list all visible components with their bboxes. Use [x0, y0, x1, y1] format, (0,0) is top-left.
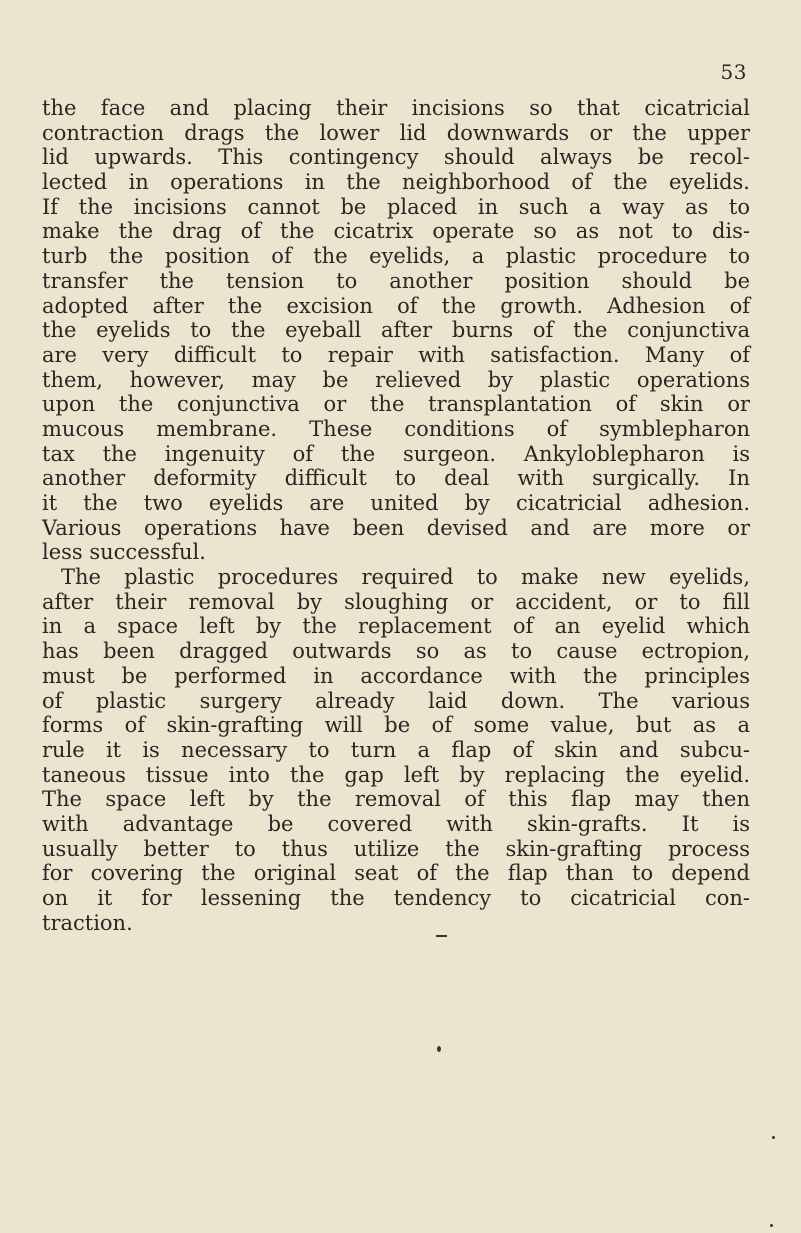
text-line: less successful.: [42, 540, 206, 565]
text-line: are very difficult to repair with satisfaction. Many of: [42, 342, 750, 367]
text-line: lected in operations in the neighborhood of the eyelids.: [42, 170, 750, 195]
text-line: forms of skin-grafting will be of some value, but as a: [42, 713, 750, 738]
text-line: of plastic surgery already laid down. The various: [42, 688, 750, 713]
text-line: contraction drags the lower lid downwards or the upper: [42, 120, 750, 145]
text-line: make the drag of the cicatrix operate so as not to dis-: [42, 219, 750, 244]
text-line: another deformity difficult to deal with surgically. In: [42, 466, 750, 491]
text-line: adopted after the excision of the growth. Adhesion of: [42, 293, 750, 318]
text-line: the eyelids to the eyeball after burns of the conjunctiva: [42, 318, 750, 343]
text-line: taneous tissue into the gap left by replacing the eyelid.: [42, 762, 750, 787]
print-mark: [770, 1224, 773, 1227]
text-line: for covering the original seat of the flap than to depend: [42, 861, 750, 886]
print-mark: [436, 935, 447, 937]
text-line: has been dragged outwards so as to cause ectropion,: [42, 639, 750, 664]
text-line: on it for lessening the tendency to cicatricial con-: [42, 886, 750, 910]
text-line: turb the position of the eyelids, a plastic procedure to: [42, 244, 750, 269]
text-line: mucous membrane. These conditions of symblepharon: [42, 416, 750, 441]
text-line: If the incisions cannot be placed in such a way as to: [42, 194, 750, 219]
body-text: [42, 96, 750, 935]
text-line: after their removal by sloughing or accident, or to fill: [42, 589, 750, 614]
text-line: rule it is necessary to turn a flap of skin and subcu-: [42, 737, 750, 762]
text-line: traction.: [42, 910, 133, 935]
text-line: The plastic procedures required to make new eyelids,: [61, 565, 750, 590]
print-mark: [437, 1046, 441, 1052]
text-line: Various operations have been devised and are more or: [42, 515, 750, 540]
text-line: in a space left by the replacement of an eyelid which: [42, 614, 750, 639]
text-line: transfer the tension to another position should be: [42, 268, 750, 293]
page-number: 53: [720, 60, 747, 84]
text-line: lid upwards. This contingency should always be recol-: [42, 145, 750, 170]
text-line: must be performed in accordance with the principles: [42, 663, 750, 688]
text-line: tax the ingenuity of the surgeon. Ankyloblepharon is: [42, 441, 750, 466]
text-line: usually better to thus utilize the skin-grafting process: [42, 836, 750, 861]
text-line: the face and placing their incisions so that cicatricial: [42, 96, 750, 120]
print-mark: [772, 1136, 775, 1139]
text-line: with advantage be covered with skin-grafts. It is: [42, 811, 750, 836]
text-line: The space left by the removal of this flap may then: [42, 787, 750, 812]
text-line: them, however, may be relieved by plastic operations: [42, 367, 750, 392]
text-line: it the two eyelids are united by cicatricial adhesion.: [42, 491, 750, 515]
text-line: upon the conjunctiva or the transplantation of skin or: [42, 392, 750, 417]
